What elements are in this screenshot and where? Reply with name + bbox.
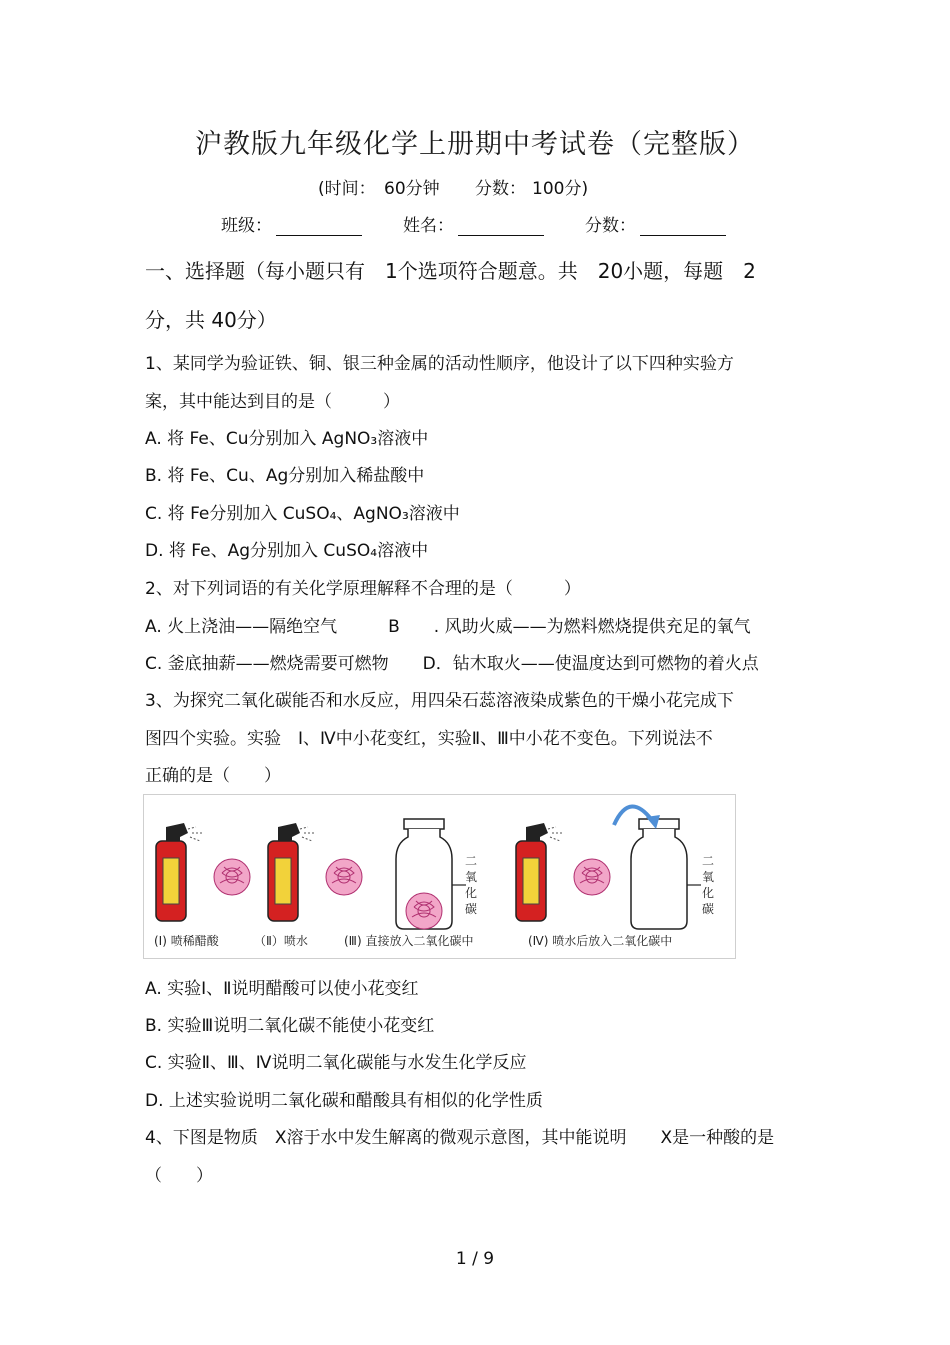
q1-option-c: C. 将 Fe分别加入 CuSO₄、AgNO₃溶液中 — [145, 504, 460, 524]
name-label: 姓名： — [403, 216, 454, 236]
page-number: 1 / 9 — [455, 1249, 495, 1269]
sprayer-icon — [268, 823, 314, 921]
q3-stem-line3: 正确的是（ ） — [145, 766, 281, 786]
q3-option-d: D. 上述实验说明二氧化碳和醋酸具有相似的化学性质 — [145, 1091, 543, 1111]
flower-icon — [214, 859, 250, 895]
q4-stem-line2: （ ） — [145, 1166, 213, 1186]
score-blank[interactable] — [640, 217, 726, 236]
time-label: (时间： — [318, 179, 376, 199]
score-value: 100分) — [532, 179, 589, 199]
class-blank[interactable] — [276, 217, 362, 236]
name-blank[interactable] — [458, 217, 544, 236]
q3-option-a: A. 实验Ⅰ、Ⅱ说明醋酸可以使小花变红 — [145, 979, 419, 999]
q1-stem-line1: 1、某同学为验证铁、铜、银三种金属的活动性顺序，他设计了以下四种实验方 — [145, 354, 734, 374]
flower-icon — [326, 859, 362, 895]
q2-options-row2: C. 釜底抽薪——燃烧需要可燃物 D．钻木取火——使温度达到可燃物的着火点 — [145, 654, 759, 674]
score-label: 分数： — [475, 179, 526, 199]
co2-label-jar4: 二 氧 化 碳 — [701, 854, 714, 916]
flower-icon — [574, 859, 610, 895]
sprayer-icon — [516, 823, 562, 921]
caption-exp3: (Ⅲ) 直接放入二氧化碳中 — [344, 934, 474, 948]
q3-stem-line2: 图四个实验。实验 I、Ⅳ中小花变红，实验Ⅱ、Ⅲ中小花不变色。下列说法不 — [145, 729, 713, 749]
flower-icon — [406, 893, 442, 929]
page-title: 沪教版九年级化学上册期中考试卷（完整版） — [195, 129, 755, 160]
q2-stem: 2、对下列词语的有关化学原理解释不合理的是（ ） — [145, 579, 581, 599]
q2-options-row1: A. 火上浇油——隔绝空气 B . 风助火威——为燃料燃烧提供充足的氧气 — [145, 617, 751, 637]
score-field[interactable] — [585, 211, 726, 236]
section-heading-line2: 分，共 40分） — [145, 308, 277, 332]
time-value: 60分钟 — [384, 179, 440, 199]
q1-option-b: B. 将 Fe、Cu、Ag分别加入稀盐酸中 — [145, 466, 425, 486]
jar-icon — [631, 819, 687, 929]
q1-option-d: D. 将 Fe、Ag分别加入 CuSO₄溶液中 — [145, 541, 429, 561]
q1-stem-line2: 案，其中能达到目的是（ ） — [145, 392, 400, 412]
class-label: 班级： — [221, 216, 272, 236]
q1-option-a: A. 将 Fe、Cu分别加入 AgNO₃溶液中 — [145, 429, 429, 449]
sprayer-icon — [156, 823, 202, 921]
name-field[interactable] — [403, 211, 544, 236]
q3-stem-line1: 3、为探究二氧化碳能否和水反应，用四朵石蕊溶液染成紫色的干燥小花完成下 — [145, 691, 734, 711]
caption-exp2: （Ⅱ）喷水 — [254, 934, 308, 948]
caption-exp1: (I) 喷稀醋酸 — [154, 934, 219, 948]
caption-exp4: (Ⅳ) 喷水后放入二氧化碳中 — [528, 934, 673, 948]
score2-label: 分数： — [585, 216, 636, 236]
q3-option-b: B. 实验Ⅲ说明二氧化碳不能使小花变红 — [145, 1016, 435, 1036]
class-field[interactable] — [221, 211, 362, 236]
q3-option-c: C. 实验Ⅱ、Ⅲ、Ⅳ说明二氧化碳能与水发生化学反应 — [145, 1053, 527, 1073]
section-heading-line1: 一、选择题（每小题只有 1个选项符合题意。共 20小题，每题 2 — [145, 259, 756, 283]
q4-stem-line1: 4、下图是物质 X溶于水中发生解离的微观示意图，其中能说明 X是一种酸的是 — [145, 1128, 775, 1148]
experiment-figure — [143, 794, 736, 959]
co2-label-jar3: 二 氧 化 碳 — [464, 854, 477, 916]
